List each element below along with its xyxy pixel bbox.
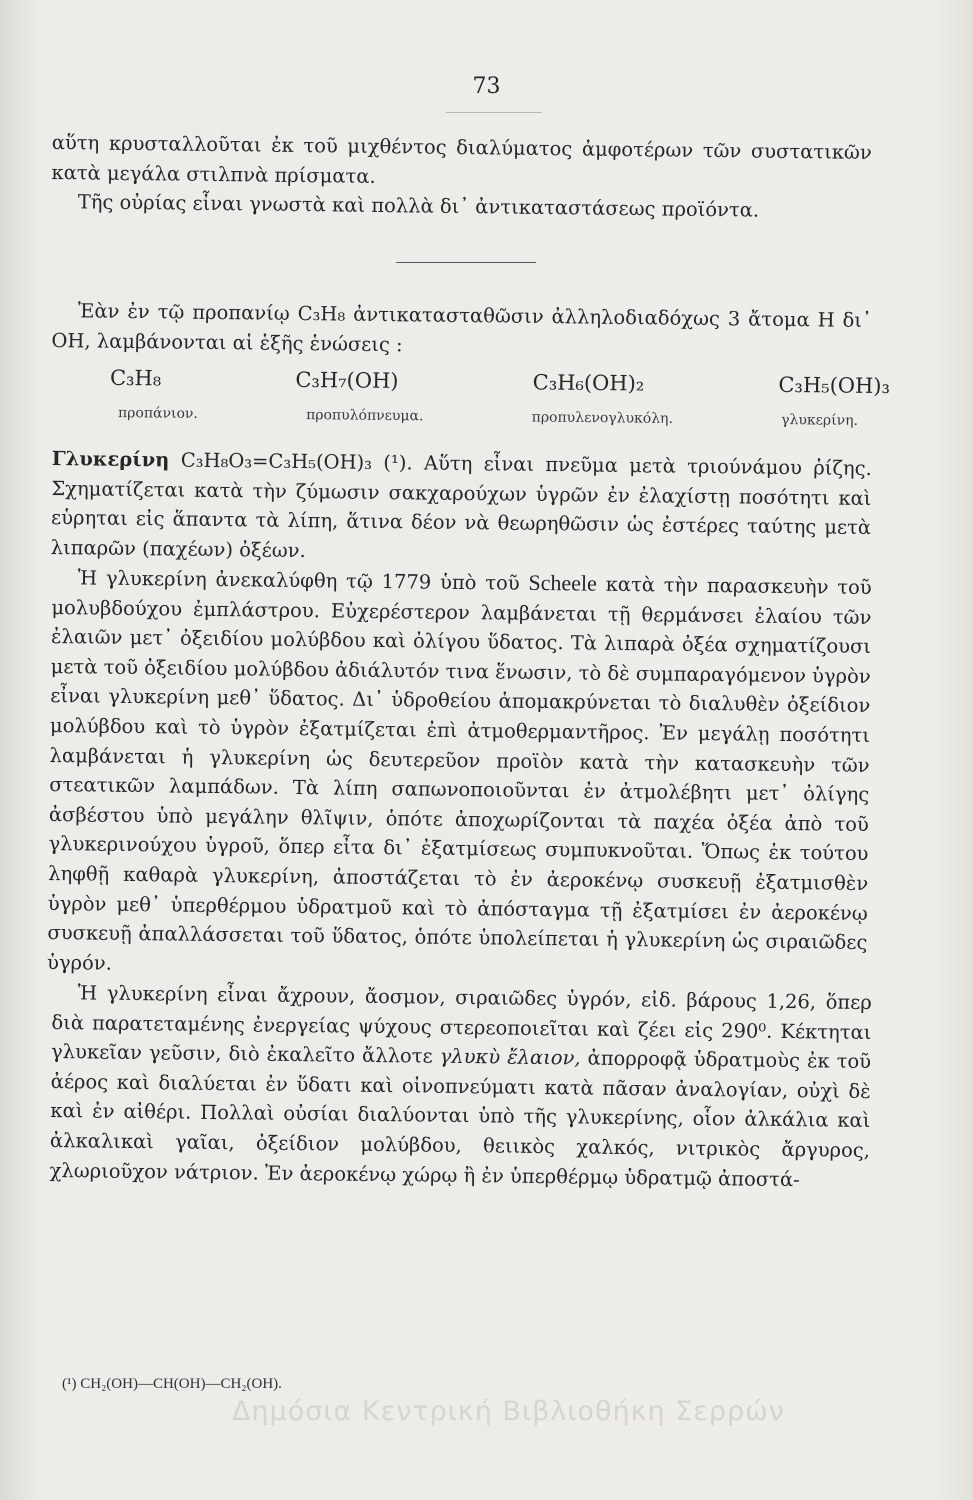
- name-propylene-glycol: προπυλενογλυκόλη.: [531, 409, 674, 427]
- glycerin-properties-text-a: Ἡ γλυκερίνη εἶναι ἄχρουν, ἄοσμον, σιραιῶδες ὑγρόν, εἰδ. βάρους 1,26, ὅπερ διὰ παρατεταμένης ἐνεργείας ψύχους στερεοποιεῖται καὶ ζέει εἰς 290⁰. Κέκτηται γλυκεῖαν γεῦσιν, διὸ ἐκαλεῖτο ἄλλοτε: [50, 981, 872, 1068]
- scheele-name: Scheele: [528, 570, 598, 597]
- glycerin-discovery-text-a: Ἡ γλυκερίνη ἀνεκαλύφθη τῷ 1779 ὑπὸ τοῦ: [77, 566, 520, 596]
- page-number: 73: [472, 74, 501, 99]
- paragraph-propane-intro: Ἐὰν ἐν τῷ προπανίῳ C₃H₈ ἀντικατασταθῶσιν ἀλληλοδιαδόχως 3 ἄτομα H δι᾽ OH, λαμβάνονται αἱ ἑξῆς ἑνώσεις :: [51, 299, 872, 356]
- propane-intro-block: [52, 296, 872, 355]
- paragraph-glycerin-definition: [51, 444, 872, 572]
- paragraph-urea-derivatives: Τῆς οὐρίας εἶναι γνωστὰ καὶ πολλὰ δι᾽ ἀντικαταστάσεως προϊόντα.: [77, 190, 760, 222]
- formula-glycerin: C₃H₅(OH)₃: [778, 372, 891, 399]
- name-glycerin: γλυκερίνη.: [781, 412, 859, 429]
- formula-propyl-alcohol: C₃H₇(OH): [295, 367, 399, 393]
- glycerin-old-name: γλυκὺ ἔλαιον,: [439, 1044, 581, 1070]
- page-number-rule: [446, 112, 542, 113]
- paragraph-glycerin-properties: [49, 978, 871, 1195]
- glycerin-discovery-text-b: κατὰ τὴν παρασκευὴν τοῦ μολυβδούχου ἐμπλάστρου. Εὐχερέστερον λαμβάνεται τῇ θερμάνσει ἐλαίου τῶν ἐλαιῶν μετ᾽ ὀξειδίου μολύβδου καὶ ὀλίγου ὕδατος. Τὰ λιπαρὰ ὀξέα σχηματίζουσι μετὰ τοῦ ὀξειδίου μολύβδου ἀδιάλυτόν τινα ἕνωσιν, τὸ δὲ συμπαραγόμενον ὑγρὸν εἶναι γλυκερίνη μεθ᾽ ὕδατος. Δι᾽ ὑδροθείου ἀπομακρύνεται τὸ διαλυθὲν ὀξείδιον μολύβδου καὶ τὸ ὑγρὸν ἐξατμίζεται ἐπὶ ἀτμοθερμαντῆρος. Ἐν μεγάλῃ ποσότητι λαμβάνεται ἡ γλυκερίνη ὡς δευτερεῦον προϊὸν κατὰ τὴν κατασκευὴν τῶν στεατικῶν λαμπάδων. Τὰ λίπη σαπωνοποιοῦνται ἐν ἀτμολέβητι μετ᾽ ὀλίγης ἀσβέστου ὑπὸ μεγάλην θλῖψιν, ὁπότε ἀποχωρίζονται τὰ παχέα ὀξέα ἀπὸ τοῦ γλυκερινούχου ὑγροῦ, ὅπερ εἶτα δι᾽ ἐξατμίσεως συμπυκνοῦται. Ὅπως ἐκ τούτου ληφθῇ καθαρὰ γλυκερίνη, ἀποστάζεται τὸ ἐν ἀεροκένῳ συσκευῇ ἐξατμισθὲν ὑγρὸν μεθ᾽ ὑπερθέρμου ὑδρατμοῦ καὶ τὸ ἀπόσταγμα τῇ ἐξατμίσει ἐν ἀεροκένῳ συσκευῇ ἀπαλλάσσεται τοῦ ὕδατος, ὁπότε ὑπολείπεται ἡ γλυκερίνη ὡς σιραιῶδες ὑγρόν.: [46, 573, 872, 975]
- footnote: (¹) CH₂(OH)—CH(OH)—CH₂(OH).: [62, 1376, 282, 1392]
- formula-names-row: [118, 405, 858, 429]
- paragraph-urea-crystals: αὕτη κρυσταλλοῦται ἐκ τοῦ μιχθέντος διαλύματος ἀμφοτέρων τῶν συστατικῶν κατὰ μεγάλα στιλπνὰ πρίσματα.: [51, 130, 872, 188]
- glycerin-formula: C₃H₈O₃=C₃H₅(OH)₃ (¹).: [180, 448, 413, 475]
- section-separator: [396, 262, 536, 263]
- glycerin-properties-text-b: ἀπορροφᾷ ὑδρατμοὺς ἐκ τοῦ ἀέρος καὶ διαλύεται ἐν ὕδατι καὶ οἰνοπνεύματι κατὰ πᾶσαν ἀναλογίαν, οὐχὶ δὲ καὶ ἐν αἰθέρι. Πολλαὶ οὐσίαι διαλύονται ὑπὸ τῆς γλυκερίνης, οἷον ἀλκάλια καὶ ἀλκαλικαὶ γαῖαι, ὀξείδιον μολύβδου, θειικὸς χαλκός, νιτρικὸς ἄργυρος, χλωριοῦχον νάτριον. Ἐν ἀεροκένῳ χώρῳ ἢ ἐν ὑπερθέρμῳ ὑδρατμῷ ἀποστά-: [49, 1046, 872, 1191]
- name-propyl-alcohol: προπυλόπνευμα.: [306, 407, 424, 425]
- glycerin-definition-text: Αὕτη εἶναι πνεῦμα μετὰ τριούνάμου ῥίζης. Σχηματίζεται κατὰ τὴν ζύμωσιν σακχαρούχων ὑγρῶν ἐν ἐλαχίστῃ ποσότητι καὶ εὑρηται εἰς ἅπαντα τὰ λίπη, ἅτινα δέον νὰ θεωρηθῶσιν ὡς ἐστέρες ταύτης μετὰ λιπαρῶν (παχέων) ὀξέων.: [50, 451, 872, 562]
- opening-text: [51, 128, 872, 222]
- formula-propylene-glycol: C₃H₆(OH)₂: [532, 370, 645, 396]
- glycerin-heading: Γλυκερίνη: [51, 446, 170, 472]
- formula-propane: C₃H₈: [109, 365, 162, 391]
- glycerin-section: [46, 444, 872, 1191]
- library-watermark: Δημόσια Κεντρική Βιβλιοθήκη Σερρών: [232, 1396, 785, 1427]
- paragraph-glycerin-discovery: [47, 562, 872, 987]
- name-propane: προπάνιον.: [117, 405, 199, 422]
- formula-row: [110, 366, 890, 398]
